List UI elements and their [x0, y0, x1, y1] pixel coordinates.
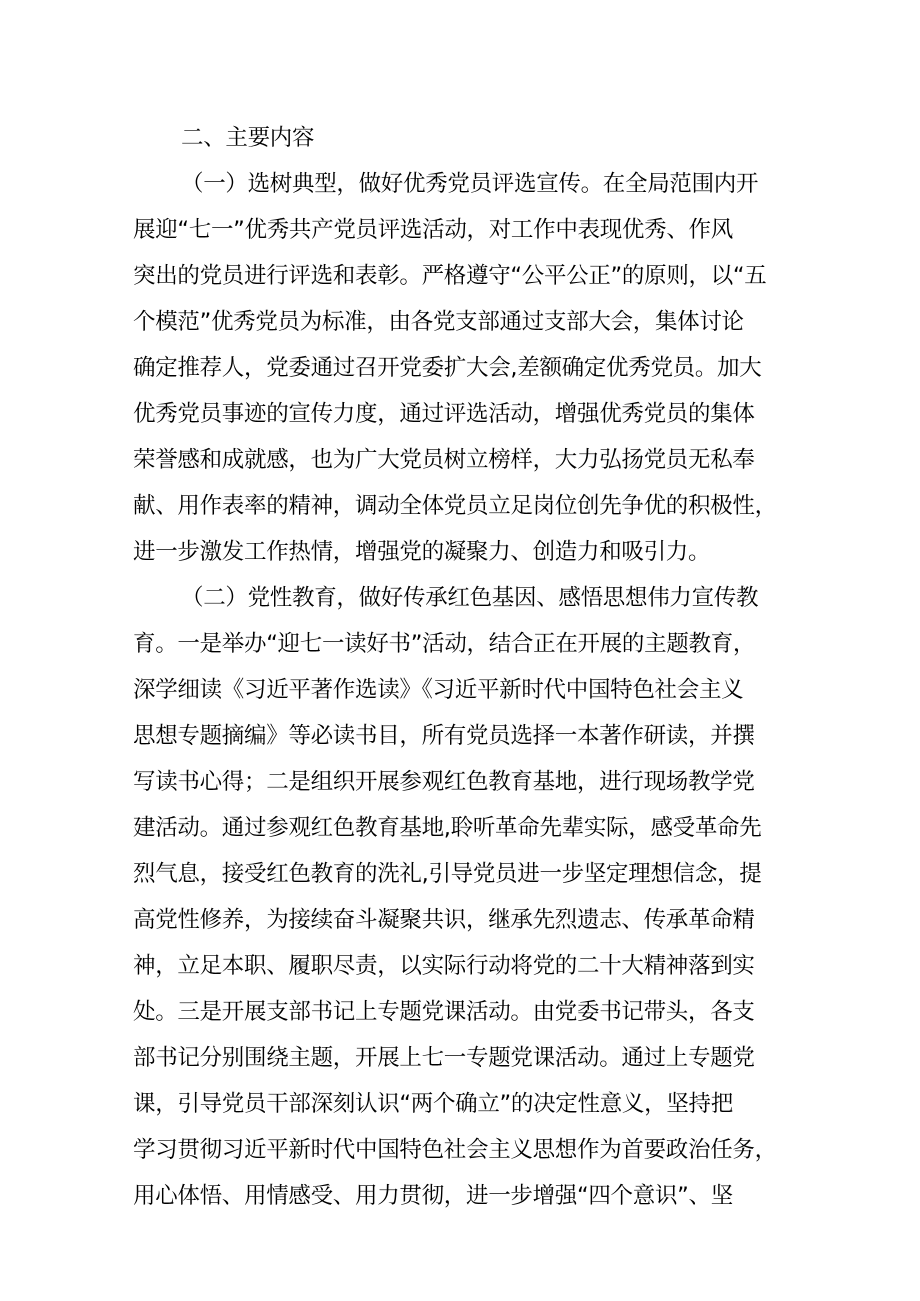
- document-body: [133, 115, 813, 1219]
- paragraph-line: 学习贯彻习近平新时代中国特色社会主义思想作为首要政治任务，: [133, 1137, 777, 1163]
- section-1-paragraph: [133, 161, 813, 575]
- section-heading: 二、主要内容: [181, 125, 315, 151]
- paragraph-line: （二）党性教育，做好传承红色基因、感悟思想伟力宣传教: [181, 585, 759, 611]
- paragraph-line: 献、用作表率的精神，调动全体党员立足岗位创先争优的积极性，: [133, 493, 777, 519]
- paragraph-line: 深学细读《习近平著作选读》《习近平新时代中国特色社会主义: [133, 677, 744, 703]
- paragraph-line: 育。一是举办“迎七一读好书”活动，结合正在开展的主题教育，: [133, 631, 756, 657]
- paragraph-line: 用心体悟、用情感受、用力贯彻，进一步增强“四个意识”、坚: [133, 1183, 733, 1209]
- paragraph-line: 展迎“七一”优秀共产党员评选活动，对工作中表现优秀、作风: [133, 217, 733, 243]
- paragraph-line: 建活动。通过参观红色教育基地,聆听革命先辈实际，感受革命先: [133, 815, 762, 841]
- paragraph-line: 确定推荐人，党委通过召开党委扩大会,差额确定优秀党员。加大: [133, 355, 762, 381]
- paragraph-line: 课，引导党员干部深刻认识“两个确立”的决定性意义，坚持把: [133, 1091, 733, 1117]
- section-2-paragraph: [133, 575, 813, 1219]
- paragraph-line: 进一步激发工作热情，增强党的凝聚力、创造力和吸引力。: [133, 539, 711, 565]
- paragraph-line: 烈气息，接受红色教育的洗礼,引导党员进一步坚定理想信念，提: [133, 861, 762, 887]
- paragraph-line: 神，立足本职、履职尽责，以实际行动将党的二十大精神落到实: [133, 953, 755, 979]
- paragraph-line: 优秀党员事迹的宣传力度，通过评选活动，增强优秀党员的集体: [133, 401, 755, 427]
- paragraph-line: 部书记分别围绕主题，开展上七一专题党课活动。通过上专题党: [133, 1045, 755, 1071]
- paragraph-line: 突出的党员进行评选和表彰。严格遵守“公平公正”的原则，以“五: [133, 263, 767, 289]
- paragraph-line: 思想专题摘编》等必读书目，所有党员选择一本著作研读，并撰: [133, 723, 755, 749]
- paragraph-line: （一）选树典型，做好优秀党员评选宣传。在全局范围内开: [181, 171, 759, 197]
- paragraph-line: 个模范”优秀党员为标准，由各党支部通过支部大会，集体讨论: [133, 309, 744, 335]
- paragraph-line: 荣誉感和成就感，也为广大党员树立榜样，大力弘扬党员无私奉: [133, 447, 755, 473]
- paragraph-line: 写读书心得；二是组织开展参观红色教育基地，进行现场教学党: [133, 769, 755, 795]
- paragraph-line: 处。三是开展支部书记上专题党课活动。由党委书记带头，各支: [133, 999, 755, 1025]
- paragraph-line: 高党性修养，为接续奋斗凝聚共识，继承先烈遗志、传承革命精: [133, 907, 755, 933]
